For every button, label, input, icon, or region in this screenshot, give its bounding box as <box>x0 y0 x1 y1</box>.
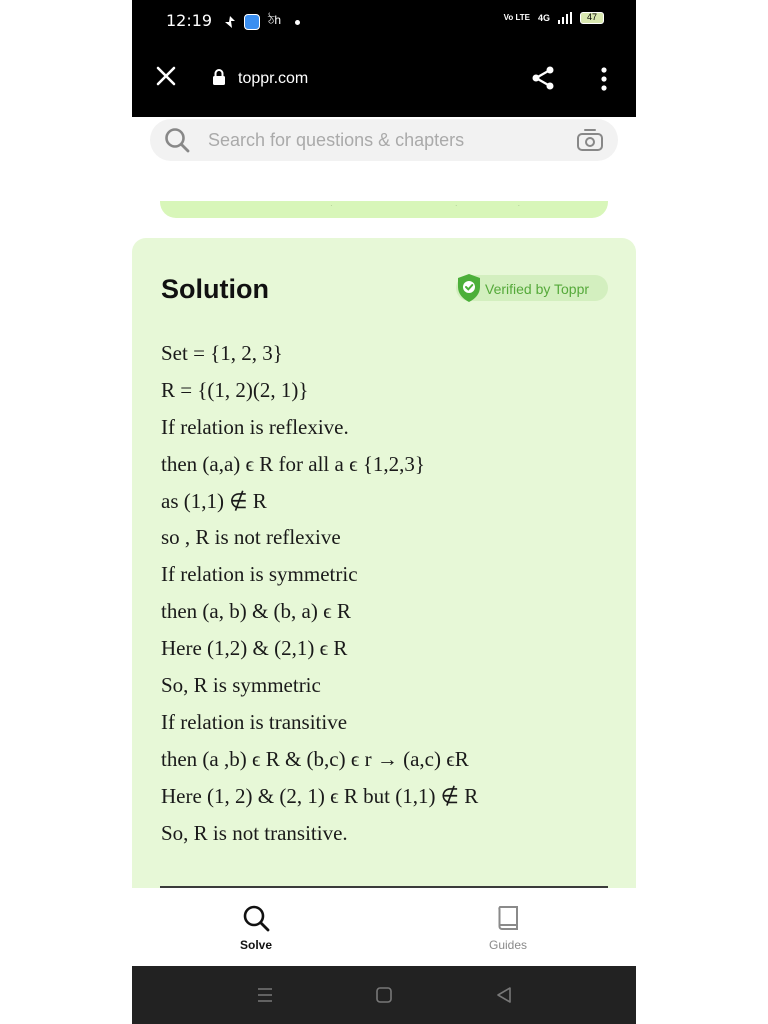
bottom-nav <box>132 888 636 966</box>
android-nav-bar <box>132 966 636 1024</box>
signal-bars-icon <box>558 12 572 24</box>
nav-guides[interactable] <box>458 904 558 952</box>
strip-marks: · ·· <box>330 201 581 210</box>
network-type: 4G <box>537 13 550 23</box>
nav-guides-label: Guides <box>488 938 528 952</box>
solution-line: So, R is not transitive. <box>161 820 348 845</box>
solution-card <box>132 238 636 888</box>
solution-line: then (a,a) ϵ R for all a ϵ {1,2,3} <box>161 451 425 476</box>
more-vert-icon[interactable] <box>594 66 614 92</box>
nav-solve[interactable] <box>206 904 306 952</box>
solution-lines <box>161 335 478 851</box>
camera-icon[interactable] <box>576 127 604 153</box>
solution-line: Set = {1, 2, 3} <box>161 341 283 365</box>
verified-badge <box>456 275 608 301</box>
search-icon <box>242 904 270 932</box>
search-input[interactable] <box>208 127 548 153</box>
browser-toolbar <box>132 42 636 117</box>
phone-screen <box>132 0 636 1024</box>
signal-app-icon <box>224 15 236 29</box>
solution-line: so , R is not reflexive <box>161 525 341 550</box>
search-icon <box>164 127 190 153</box>
solution-line: If relation is symmetric <box>161 562 358 587</box>
battery-icon: 47 <box>580 12 604 24</box>
share-icon[interactable] <box>530 65 556 91</box>
nav-solve-label: Solve <box>239 938 272 952</box>
verified-shield-icon <box>456 273 482 303</box>
notification-dot <box>295 20 300 25</box>
solution-line: R = {(1, 2)(2, 1)} <box>161 377 309 402</box>
search-bar[interactable] <box>150 119 618 161</box>
solution-line: Here (1,2) & (2,1) ϵ R <box>161 636 348 661</box>
search-area <box>132 117 636 201</box>
solution-line: then (a, b) & (b, a) ϵ R <box>161 599 351 624</box>
notification-text-icon: ঠh <box>268 13 282 27</box>
lock-icon <box>212 68 226 86</box>
status-icons-right <box>504 12 604 24</box>
solution-title: Solution <box>161 274 269 304</box>
status-time: 12:19 <box>166 11 213 30</box>
solution-line: Here (1, 2) & (2, 1) ϵ R but (1,1) ∉ R <box>161 783 479 808</box>
book-icon <box>494 904 522 932</box>
previous-card-bottom <box>160 201 608 218</box>
verified-text: Verified by Toppr <box>485 281 590 297</box>
url-text[interactable]: toppr.com <box>238 70 309 87</box>
solution-line: as (1,1) ∉ R <box>161 488 267 513</box>
solution-line: then (a ,b) ϵ R & (b,c) ϵ r → (a,c) ϵR <box>161 746 469 771</box>
solution-line: If relation is transitive <box>161 709 348 734</box>
solution-line: If relation is reflexive. <box>161 414 349 439</box>
close-icon[interactable] <box>154 64 178 88</box>
blue-app-icon <box>244 14 260 30</box>
recents-icon[interactable] <box>255 985 275 1005</box>
home-icon[interactable] <box>374 985 394 1005</box>
status-bar <box>132 0 636 42</box>
volte-icon: Vo LTE <box>503 13 530 22</box>
back-icon[interactable] <box>494 985 514 1005</box>
status-icons-left <box>224 12 300 32</box>
solution-line: So, R is symmetric <box>161 673 321 698</box>
